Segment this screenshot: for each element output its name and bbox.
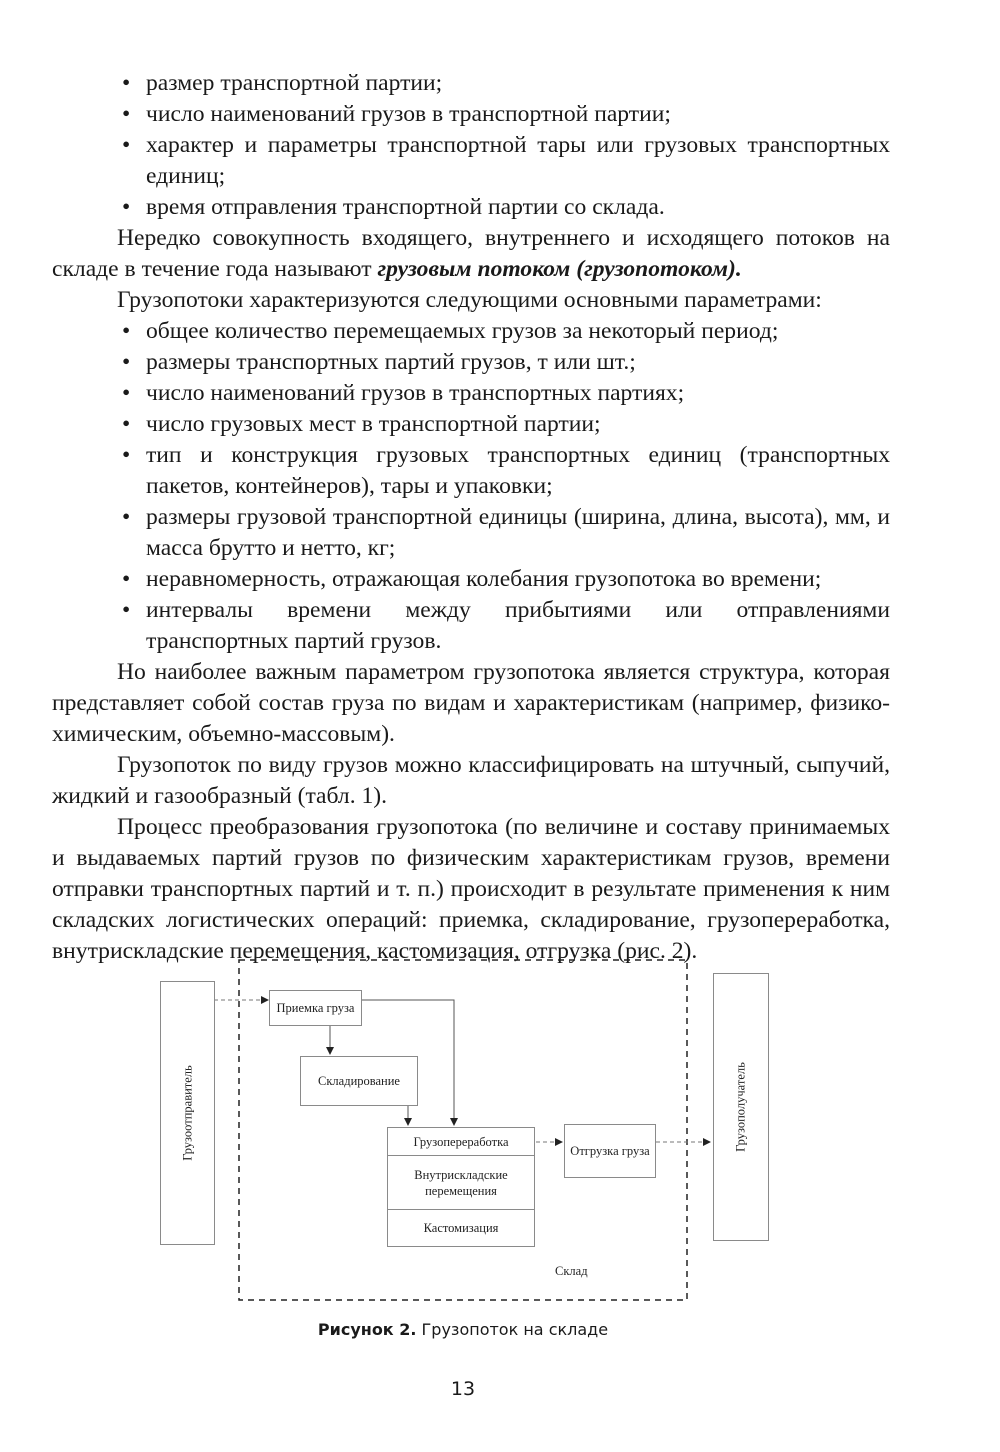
sender-box xyxy=(160,981,215,1245)
receiver-box xyxy=(713,973,769,1241)
list-item: • число грузовых мест в транспортной партии; xyxy=(52,409,890,440)
shipment-box: Отгрузка груза xyxy=(564,1124,656,1178)
paragraph-structure: Но наиболее важным параметром грузопотока является структура, которая представляет собой состав груза по видам и характеристикам (например, физико-химическим, объемно-массовым). xyxy=(52,659,890,747)
list-item: • общее количество перемещаемых грузов за некоторый период; xyxy=(52,316,890,347)
list-item: • число наименований грузов в транспортной партии; xyxy=(52,99,890,130)
warehouse-label: Склад xyxy=(555,1264,588,1278)
paragraph-flow xyxy=(52,223,890,285)
customization-cell: Кастомизация xyxy=(423,1221,499,1235)
figure-caption xyxy=(0,1320,926,1339)
list-item: • размеры грузовой транспортной единицы (ширина, длина, высота), мм, и масса брутто и нетто, кг; xyxy=(52,502,890,564)
list-item: • размер транспортной партии; xyxy=(52,68,890,99)
list-item: • размеры транспортных партий грузов, т или шт.; xyxy=(52,347,890,378)
list-item: • характер и параметры транспортной тары или грузовых транспортных единиц; xyxy=(52,130,890,192)
storage-box: Складирование xyxy=(300,1056,418,1106)
acceptance-box: Приемка груза xyxy=(269,990,362,1026)
cargo-flow-diagram xyxy=(150,948,780,1318)
list-item: • время отправления транспортной партии со склада. xyxy=(52,192,890,223)
paragraph-params-intro: Грузопотоки характеризуются следующими основными параметрами: xyxy=(117,287,822,313)
caption-label: Рисунок 2. xyxy=(317,1320,417,1339)
list-item: • неравномерность, отражающая колебания грузопотока во времени; xyxy=(52,564,890,595)
page-text xyxy=(52,68,890,967)
list-item: • тип и конструкция грузовых транспортных единиц (транспортных пакетов, контейнеров), тары и упаковки; xyxy=(52,440,890,502)
list-item: • число наименований грузов в транспортных партиях; xyxy=(52,378,890,409)
handling-cell: Грузопереработка xyxy=(388,1128,534,1156)
paragraph-flow-after: . xyxy=(735,256,742,282)
caption-text: Грузопоток на складе xyxy=(421,1320,609,1339)
receiver-label: Грузополучатель xyxy=(733,1062,748,1152)
list-item: • интервалы времени между прибытиями или отправлениями транспортных партий грузов. xyxy=(52,595,890,657)
paragraph-classify: Грузопоток по виду грузов можно классифицировать на штучный, сыпучий, жидкий и газообразный (табл. 1). xyxy=(52,752,890,809)
internal-moves-cell: Внутрискладские перемещения xyxy=(388,1156,534,1210)
handling-stack xyxy=(387,1127,535,1247)
paragraph-flow-before: Нередко совокупность входящего, внутреннего и исходящего потоков на складе в течение года называют xyxy=(52,225,890,282)
paragraph-process: Процесс преобразования грузопотока (по величине и составу принимаемых и выдаваемых партий грузов по физическим характеристикам грузов, времени отправки транспортных партий и т. п.) происходит в результате применения к ним складских логистических операций: приемка, складирование, грузопереработка, внутрискладские перемещения, кастомизация, отгрузка (рис. 2). xyxy=(52,814,890,964)
term-cargo-flow: грузовым потоком (грузопотоком) xyxy=(377,256,736,282)
page-number: 13 xyxy=(450,1378,476,1400)
sender-label: Грузоотправитель xyxy=(180,1065,194,1161)
